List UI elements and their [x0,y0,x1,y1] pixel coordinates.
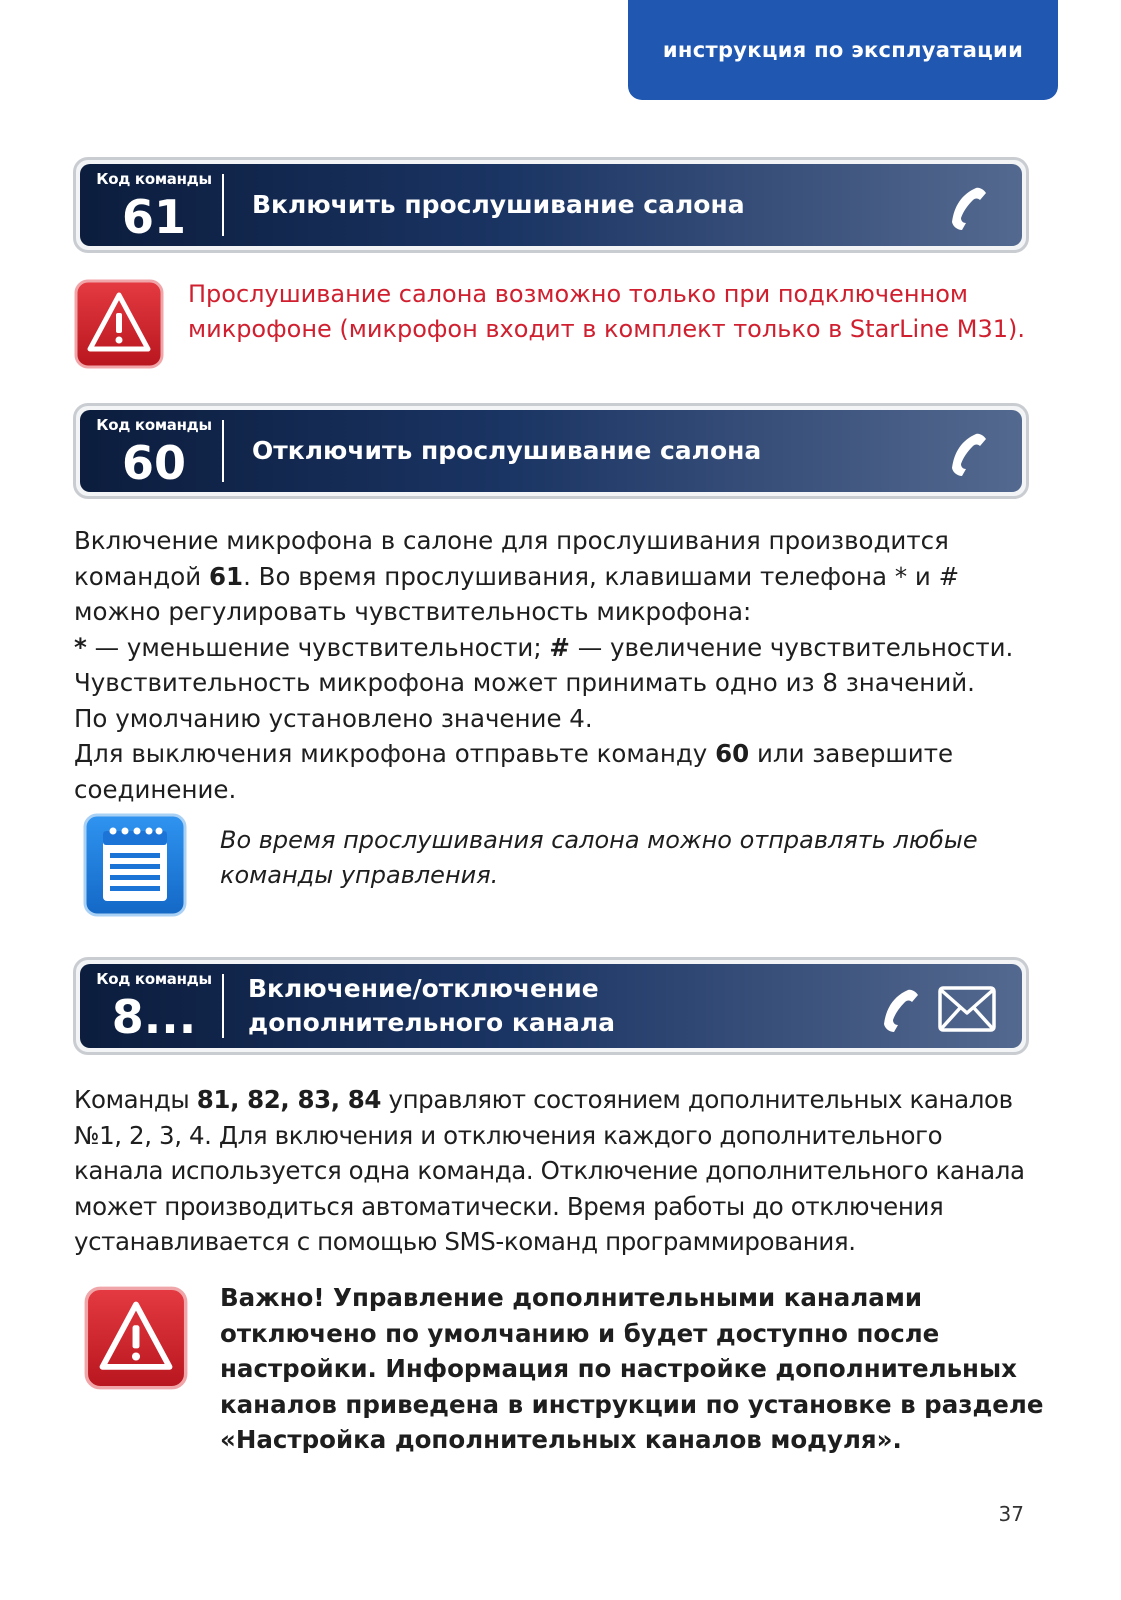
command-title: Отключить прослушивание салона [252,436,762,465]
notepad-icon [83,813,187,917]
header-title: инструкция по эксплуатации [662,38,1024,62]
text-line: Для выключения микрофона отправьте команду 60 или завершите [74,739,954,768]
phone-icon [942,184,990,232]
command-code-label: Код команды [96,170,212,188]
command-code-label: Код команды [96,416,212,434]
page-number: 37 [998,1502,1024,1526]
phone-icon [942,430,990,478]
warning-icon [84,1286,188,1390]
text-line: соединение. [74,774,237,804]
channels-paragraph [74,1082,1074,1260]
command-code: 61 [121,190,186,244]
text-line: Команды 81, 82, 83, 84 управляют состоянием дополнительных каналов [74,1085,1013,1114]
text-line: канала используется одна команда. Отключение дополнительного канала [74,1156,1025,1185]
text-line: * — уменьшение чувствительности; # — увеличение чувствительности. [74,632,1014,662]
command-title: Включение/отключение дополнительного канала [248,974,616,1037]
envelope-icon [938,986,996,1032]
text-line: Чувствительность микрофона может принимать одно из 8 значений. [74,668,975,697]
note-text: Во время прослушивания салона можно отправлять любые команды управления. [220,826,978,889]
command-block-60 [73,403,1029,499]
command-block-61 [73,157,1029,253]
text-line: устанавливается с помощью SMS-команд программирования. [74,1227,856,1256]
text-line: командой 61. Во время прослушивания, клавишами телефона * и # [74,561,960,591]
divider [222,974,224,1038]
text-line: №1, 2, 3, 4. Для включения и отключения каждого дополнительного [74,1120,943,1150]
warning-text: Прослушивание салона возможно только при подключенном микрофоне (микрофон входит в комплект только в StarLine M31). [188,280,1026,343]
text-line: По умолчанию установлено значение 4. [74,703,593,733]
text-line: можно регулировать чувствительность микрофона: [74,597,752,626]
command-title: Включить прослушивание салона [252,190,745,219]
header-tab [628,0,1058,100]
command-code: 8... [111,990,197,1044]
warning-icon [74,279,164,369]
command-block-8 [73,957,1029,1055]
divider [222,174,224,236]
command-code: 60 [121,436,186,490]
command-code-label: Код команды [96,970,212,988]
mic-paragraph [74,523,1074,807]
divider [222,420,224,482]
text-line: может производиться автоматически. Время работы до отключения [74,1191,944,1221]
phone-icon [874,986,922,1034]
important-text: Важно! Управление дополнительными каналами отключено по умолчанию и будет доступно после настройки. Информация по настройке дополнительных каналов приведена в инструкции по установке в разделе «Настройка дополнительных каналов модуля». [220,1283,1044,1454]
text-line: Включение микрофона в салоне для прослушивания производится [74,526,949,555]
